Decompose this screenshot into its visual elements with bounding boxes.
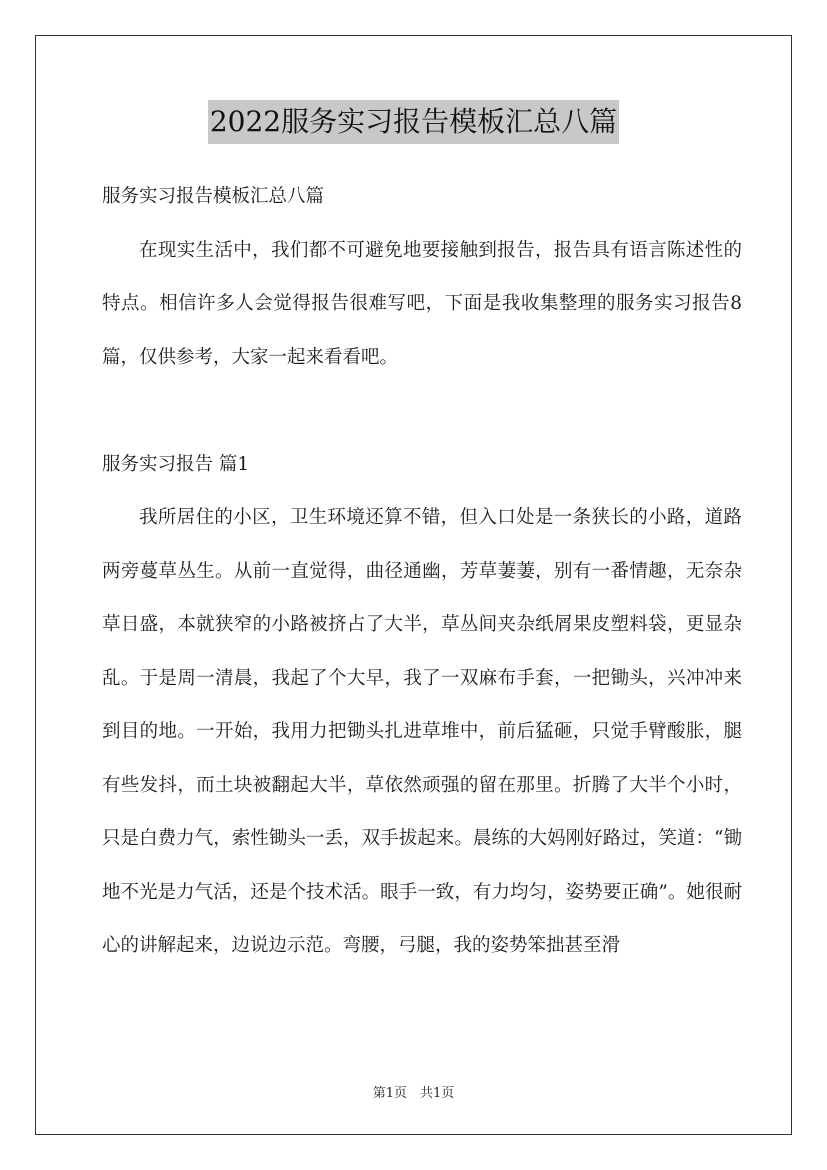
section-heading: 服务实习报告 篇1 xyxy=(102,453,250,475)
section-paragraph: 我所居住的小区，卫生环境还算不错，但入口处是一条狭长的小路，道路两旁蔓草丛生。从前一直觉得，曲径通幽，芳草萋萋，别有一番情趣，无奈杂草日盛，本就狭窄的小路被挤占了大半，草丛间夹杂纸屑果皮塑料袋，更显杂乱。于是周一清晨，我起了个大早，我了一双麻布手套，一把锄头，兴冲冲来到目的地。一开始，我用力把锄头扎进草堆中，前后猛砸，只觉手臂酸胀，腿有些发抖，而土块被翻起大半，草依然顽强的留在那里。折腾了大半个小时，只是白费力气，索性锄头一丢，双手拔起来。晨练的大妈刚好路过，笑道：“锄地不光是力气活，还是个技术活。眼手一致，有力均匀，姿势要正确”。她很耐心的讲解起来，边说边示范。弯腰，弓腿，我的姿势笨拙甚至滑 xyxy=(102,507,742,956)
document-title: 2022服务实习报告模板汇总八篇 xyxy=(208,100,619,144)
intro-paragraph: 在现实生活中，我们都不可避免地要接触到报告，报告具有语言陈述性的特点。相信许多人会觉得报告很难写吧，下面是我收集整理的服务实习报告8篇，仅供参考，大家一起来看看吧。 xyxy=(102,239,742,368)
title-container xyxy=(0,100,827,144)
page-footer: 第1页 共1页 xyxy=(372,1086,455,1101)
section-spacer xyxy=(102,384,742,438)
document-body xyxy=(102,170,742,973)
document-subtitle: 服务实习报告模板汇总八篇 xyxy=(102,186,325,207)
